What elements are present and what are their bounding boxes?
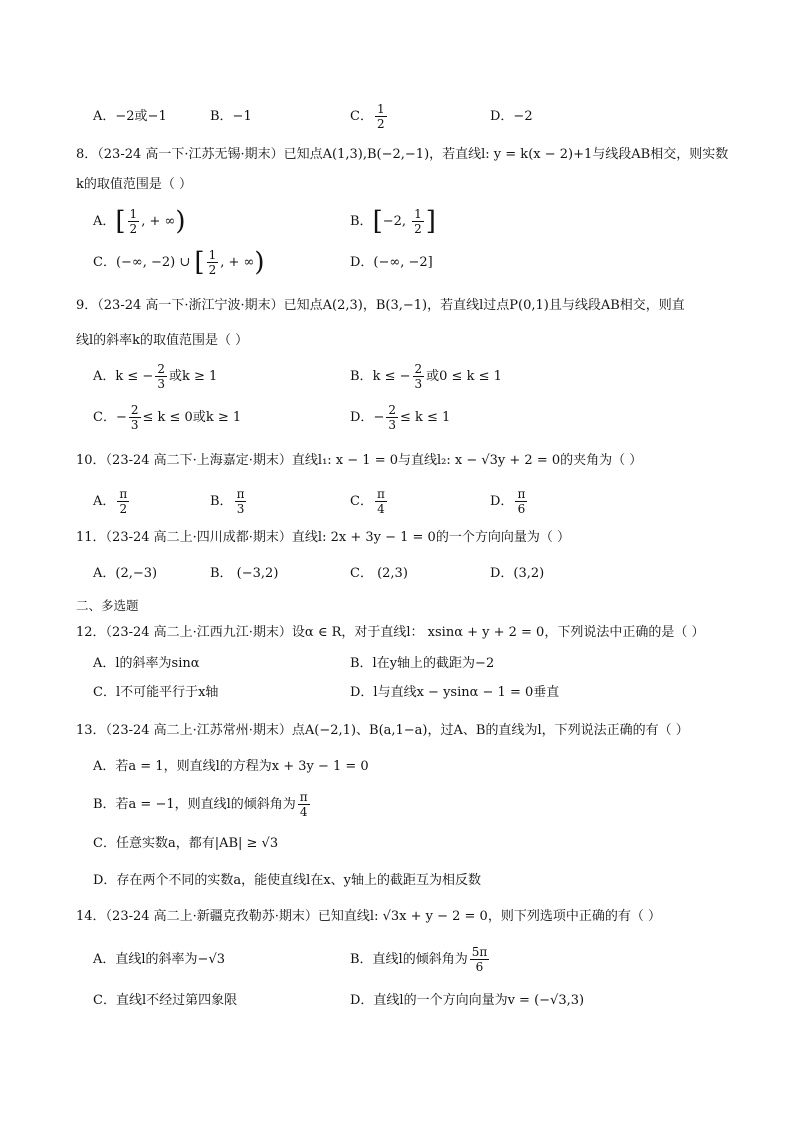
q10-stem: 10．（23-24 高二下·上海嘉定·期末）直线l₁: x − 1 = 0与直线l₂: x − √3y + 2 = 0的夹角为（ ）	[76, 453, 643, 468]
q8-options-row2	[93, 246, 733, 280]
q13-option-d: D．存在两个不同的实数a，能使直线l在x、y轴上的截距互为相反数	[93, 873, 482, 888]
q14-option-c: C．直线l不经过第四象限	[93, 993, 238, 1008]
q12-option-a: A．l的斜率为sinα	[93, 656, 200, 671]
q7-option-c: C． $\frac{1}{2}$	[350, 102, 385, 131]
q12-option-c: C．l不可能平行于x轴	[93, 685, 219, 700]
q11-option-b: B． (−3,2)	[210, 566, 279, 581]
q9-option-a: A．k ≤ − $\frac{2}{3}$ 或k ≥ 1	[93, 362, 218, 391]
q12-options-row2	[93, 676, 733, 710]
q12-option-d: D．l与直线x − ysinα − 1 = 0垂直	[350, 685, 560, 700]
q9-option-c: C．− $\frac{2}{3}$ ≤ k ≤ 0或k ≥ 1	[93, 403, 242, 432]
q11-options	[93, 557, 733, 591]
q8-options-row1	[93, 205, 733, 239]
q11-option-d: D．(3,2)	[490, 566, 545, 581]
q11-stem: 11．（23-24 高二上·四川成都·期末）直线l: 2x + 3y − 1 = 0的一个方向向量为（ ）	[76, 530, 570, 545]
q13-option-b: B．若a = −1，则直线l的倾斜角为 $\frac{\pi}{4}$	[93, 790, 308, 819]
q7-option-a: A．−2或−1	[93, 109, 167, 124]
q13-option-a: A．若a = 1，则直线l的方程为x + 3y − 1 = 0	[93, 759, 369, 774]
q9-option-b: B．k ≤ − $\frac{2}{3}$ 或0 ≤ k ≤ 1	[350, 362, 502, 391]
q14-option-a: A．直线l的斜率为−√3	[93, 952, 225, 967]
q8-option-b: B．[−2, $\frac{1}{2}$ ]	[350, 206, 436, 237]
q14-option-d: D．直线l的一个方向向量为v = (−√3,3)	[350, 993, 585, 1008]
q9-options-row1	[93, 360, 733, 394]
q11-option-c: C． (2,3)	[350, 566, 408, 581]
q8-option-c: C．(−∞, −2) ∪ [ $\frac{1}{2}$ , + ∞)	[93, 247, 265, 278]
q9-stem-line2: 线l的斜率k的取值范围是（ ）	[76, 333, 249, 348]
q7-options	[93, 100, 733, 134]
q8-stem-line1: 8．（23-24 高一下·江苏无锡·期末）已知点A(1,3),B(−2,−1)，若直线l: y = k(x − 2)+1与线段AB相交，则实数	[76, 147, 729, 162]
q14-stem: 14．（23-24 高二上·新疆克孜勒苏·期末）已知直线l: √3x + y − 2 = 0，则下列选项中正确的有（ ）	[76, 909, 661, 924]
section-heading-multi-choice: 二、多选题	[76, 598, 139, 613]
q10-option-c: C． $\frac{\pi}{4}$	[350, 487, 385, 516]
q13-option-c: C．任意实数a，都有|AB| ≥ √3	[93, 836, 279, 851]
q8-option-d: D．(−∞, −2]	[350, 255, 433, 270]
q9-options-row2	[93, 401, 733, 435]
q12-option-b: B．l在y轴上的截距为−2	[350, 656, 495, 671]
q8-option-a: A．[ $\frac{1}{2}$ , + ∞)	[93, 206, 186, 237]
q10-option-d: D． $\frac{\pi}{6}$	[490, 487, 526, 516]
q14-options-row2	[93, 984, 733, 1018]
q9-option-d: D．− $\frac{2}{3}$ ≤ k ≤ 1	[350, 403, 451, 432]
q13-stem: 13．（23-24 高二上·江苏常州·期末）点A(−2,1)、B(a,1−a)，过A、B的直线为l，下列说法正确的有（ ）	[76, 723, 689, 738]
q10-option-b: B． $\frac{\pi}{3}$	[210, 487, 245, 516]
q14-options-row1	[93, 943, 733, 977]
q14-option-b: B．直线l的倾斜角为 $\frac{5\pi}{6}$	[350, 945, 488, 974]
q11-option-a: A．(2,−3)	[93, 566, 158, 581]
q7-option-b: B．−1	[210, 109, 252, 124]
q8-stem-line2: k的取值范围是（ ）	[76, 177, 193, 192]
q10-option-a: A． $\frac{\pi}{2}$	[93, 487, 128, 516]
q7-option-d: D．−2	[490, 109, 533, 124]
q12-stem: 12．（23-24 高二上·江西九江·期末）设α ∈ R，对于直线l： xsinα + y + 2 = 0，下列说法中正确的是（ ）	[76, 625, 705, 640]
q9-stem-line1: 9．（23-24 高一下·浙江宁波·期末）已知点A(2,3)，B(3,−1)，若直线l过点P(0,1)且与线段AB相交，则直	[76, 298, 685, 313]
q10-options	[93, 485, 733, 519]
